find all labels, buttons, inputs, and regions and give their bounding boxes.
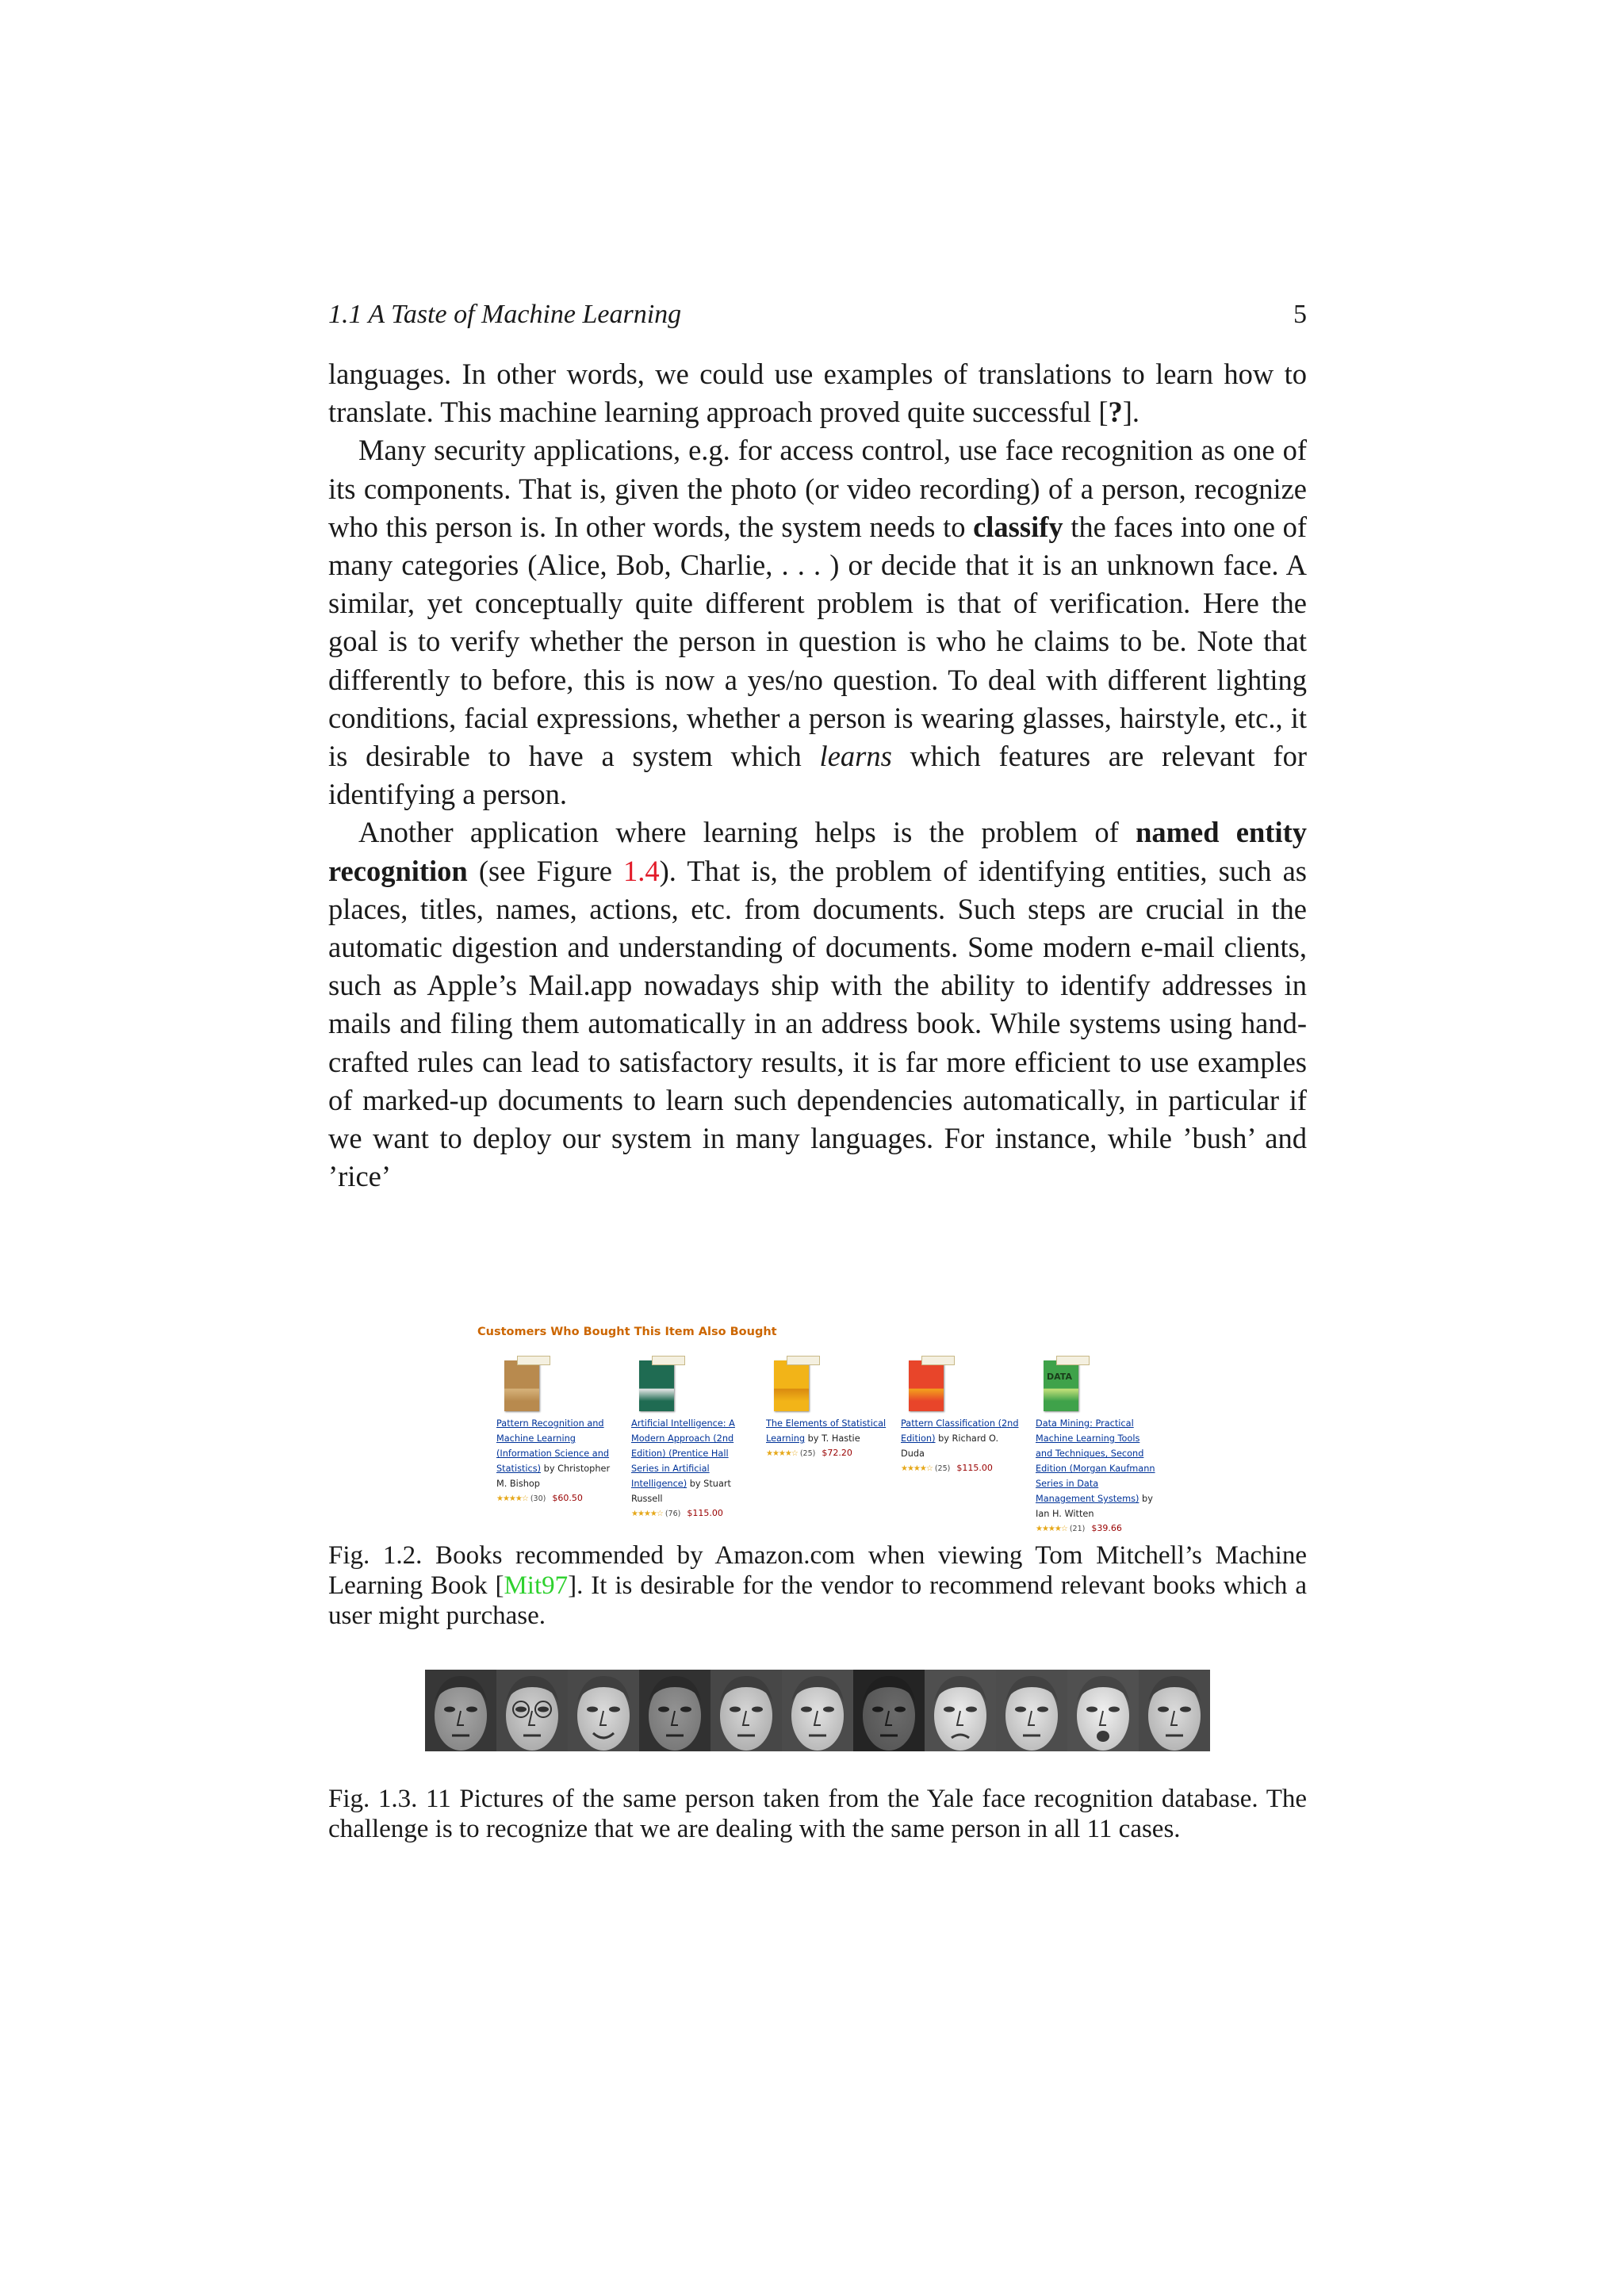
paragraph <box>328 813 1307 1196</box>
text-run: ? <box>1108 396 1123 429</box>
text-run: which features are relevant for identifying a person. <box>328 740 1307 811</box>
yale-faces-strip <box>425 1670 1210 1751</box>
book-cover-area <box>504 1356 620 1414</box>
text-run: ]. It is desirable for the vendor to recommend relevant books which a user might purchase. <box>328 1571 1307 1630</box>
figure-1-2-caption <box>328 1540 1307 1631</box>
book-author: by T. Hastie <box>805 1433 860 1444</box>
recommended-book[interactable] <box>766 1356 890 1461</box>
book-title-link[interactable]: Pattern Classification (2nd Edition) <box>901 1418 1019 1444</box>
book-cover-area <box>774 1356 890 1414</box>
face-photo <box>996 1670 1067 1751</box>
text-run: ). That is, the problem of identifying entities, such as places, titles, names, actions, etc. from documents. Such steps are crucial in the automatic digestion and understanding of documents. Some modern e-mail clients, such as Apple’s Mail.app nowadays ship with the ability to identify addresses in mails and filing them automatically in an address book. While systems using hand-crafted rules can lead to satisfactory results, it is far more efficient to use examples of marked-up documents to learn such dependencies automatically, in particular if we want to deploy our system in many languages. For instance, while ’bush’ and ’rice’ <box>328 854 1307 1193</box>
star-rating-icon: ★★★★☆ <box>901 1464 933 1473</box>
star-rating-icon: ★★★★☆ <box>496 1494 528 1503</box>
look-inside-badge-icon <box>652 1356 685 1365</box>
face-photo <box>853 1670 925 1751</box>
text-run: Another application where learning helps is the problem of <box>358 816 1136 849</box>
review-count[interactable]: (76) <box>665 1510 681 1518</box>
book-cover-image[interactable] <box>774 1360 809 1411</box>
book-cover-area <box>909 1356 1025 1414</box>
face-photo <box>568 1670 639 1751</box>
page-number: 5 <box>1293 300 1307 329</box>
face-photo <box>425 1670 496 1751</box>
book-author: by Christopher M. Bishop <box>496 1464 611 1489</box>
book-cover-image[interactable] <box>504 1360 539 1411</box>
book-title-link[interactable]: The Elements of Statistical Learning <box>766 1418 887 1444</box>
book-cover-image[interactable] <box>909 1360 944 1411</box>
text-run: languages. In other words, we could use examples of translations to learn how to translate. This machine learning approach proved quite successful [ <box>328 358 1307 429</box>
recommended-book[interactable] <box>631 1356 755 1521</box>
book-price: $39.66 <box>1091 1523 1122 1533</box>
amazon-heading: Customers Who Bought This Item Also Bought <box>477 1326 777 1338</box>
star-rating-icon: ★★★★☆ <box>631 1510 663 1518</box>
look-inside-badge-icon <box>921 1356 955 1365</box>
running-head <box>328 300 1307 339</box>
book-cover-label: DATA <box>1047 1372 1072 1382</box>
book-author: by Richard O. Duda <box>901 1433 999 1459</box>
star-rating-icon: ★★★★☆ <box>766 1449 798 1458</box>
text-run: classify <box>973 510 1063 543</box>
look-inside-badge-icon <box>517 1356 550 1365</box>
star-rating-icon: ★★★★☆ <box>1036 1525 1067 1533</box>
book-price: $72.20 <box>822 1448 852 1458</box>
body-text <box>328 355 1307 1196</box>
book-price: $115.00 <box>687 1508 723 1518</box>
look-inside-badge-icon <box>1056 1356 1090 1365</box>
review-count[interactable]: (25) <box>799 1449 816 1458</box>
look-inside-badge-icon <box>787 1356 820 1365</box>
text-run: the faces into one of many categories (Alice, Bob, Charlie, . . . ) or decide that it is an unknown face. A similar, yet conceptually quite different problem is that of verification. Here the goal is to verify whether the person in question is who he claims to be. Note that differently to before, this is now a yes/no question. To deal with different lighting conditions, facial expressions, whether a person is wearing glasses, hairstyle, etc., it is desirable to have a system which <box>328 510 1307 773</box>
text-run: Fig. 1.2. Books recommended by Amazon.com when viewing Tom Mitchell’s Machine Learning Book [ <box>328 1541 1307 1600</box>
face-photo <box>782 1670 853 1751</box>
book-price: $115.00 <box>956 1463 993 1473</box>
face-photo <box>496 1670 568 1751</box>
book-cover-image[interactable] <box>1044 1360 1078 1411</box>
recommended-book[interactable] <box>1036 1356 1159 1536</box>
review-count[interactable]: (25) <box>934 1464 951 1473</box>
book-title-link[interactable]: Artificial Intelligence: A Modern Approach (2nd Edition) (Prentice Hall Series in Artificial Intelligence) <box>631 1418 735 1489</box>
text-run: ]. <box>1122 396 1139 429</box>
face-photo <box>710 1670 782 1751</box>
figure-reference-link[interactable]: 1.4 <box>623 854 660 887</box>
paragraph <box>328 431 1307 813</box>
book-author: by Ian H. Witten <box>1036 1494 1153 1519</box>
book-price: $60.50 <box>552 1493 583 1503</box>
face-photo <box>639 1670 710 1751</box>
paragraph <box>328 355 1307 431</box>
section-title: 1.1 A Taste of Machine Learning <box>328 300 682 329</box>
recommended-book[interactable] <box>496 1356 620 1506</box>
book-title-link[interactable]: Data Mining: Practical Machine Learning Tools and Techniques, Second Edition (Morgan Kaufmann Series in Data Management Systems) <box>1036 1418 1155 1504</box>
book-author: by Stuart Russell <box>631 1479 731 1504</box>
text-run: (see Figure <box>467 854 624 887</box>
recommended-book[interactable] <box>901 1356 1025 1476</box>
amazon-recommendations-figure <box>476 1324 1174 1533</box>
review-count[interactable]: (21) <box>1069 1525 1086 1533</box>
book-title-link[interactable]: Pattern Recognition and Machine Learning (Information Science and Statistics) <box>496 1418 610 1474</box>
text-run: Many security applications, e.g. for access control, use face recognition as one of its components. That is, given the photo (or video recording) of a person, recognize who this person is. In other words, the system needs to <box>328 434 1307 543</box>
text-run: named entity recognition <box>328 816 1308 887</box>
citation-link[interactable]: Mit97 <box>504 1571 569 1600</box>
face-photo <box>925 1670 996 1751</box>
face-photo <box>1067 1670 1139 1751</box>
book-cover-image[interactable] <box>639 1360 674 1411</box>
review-count[interactable]: (30) <box>530 1494 546 1503</box>
book-cover-area <box>639 1356 755 1414</box>
face-photo <box>1139 1670 1210 1751</box>
text-run: Fig. 1.3. 11 Pictures of the same person taken from the Yale face recognition database. The challenge is to recognize that we are dealing with the same person in all 11 cases. <box>328 1785 1307 1843</box>
text-run: learns <box>819 740 892 773</box>
book-cover-area <box>1044 1356 1159 1414</box>
figure-1-3-caption <box>328 1784 1307 1844</box>
